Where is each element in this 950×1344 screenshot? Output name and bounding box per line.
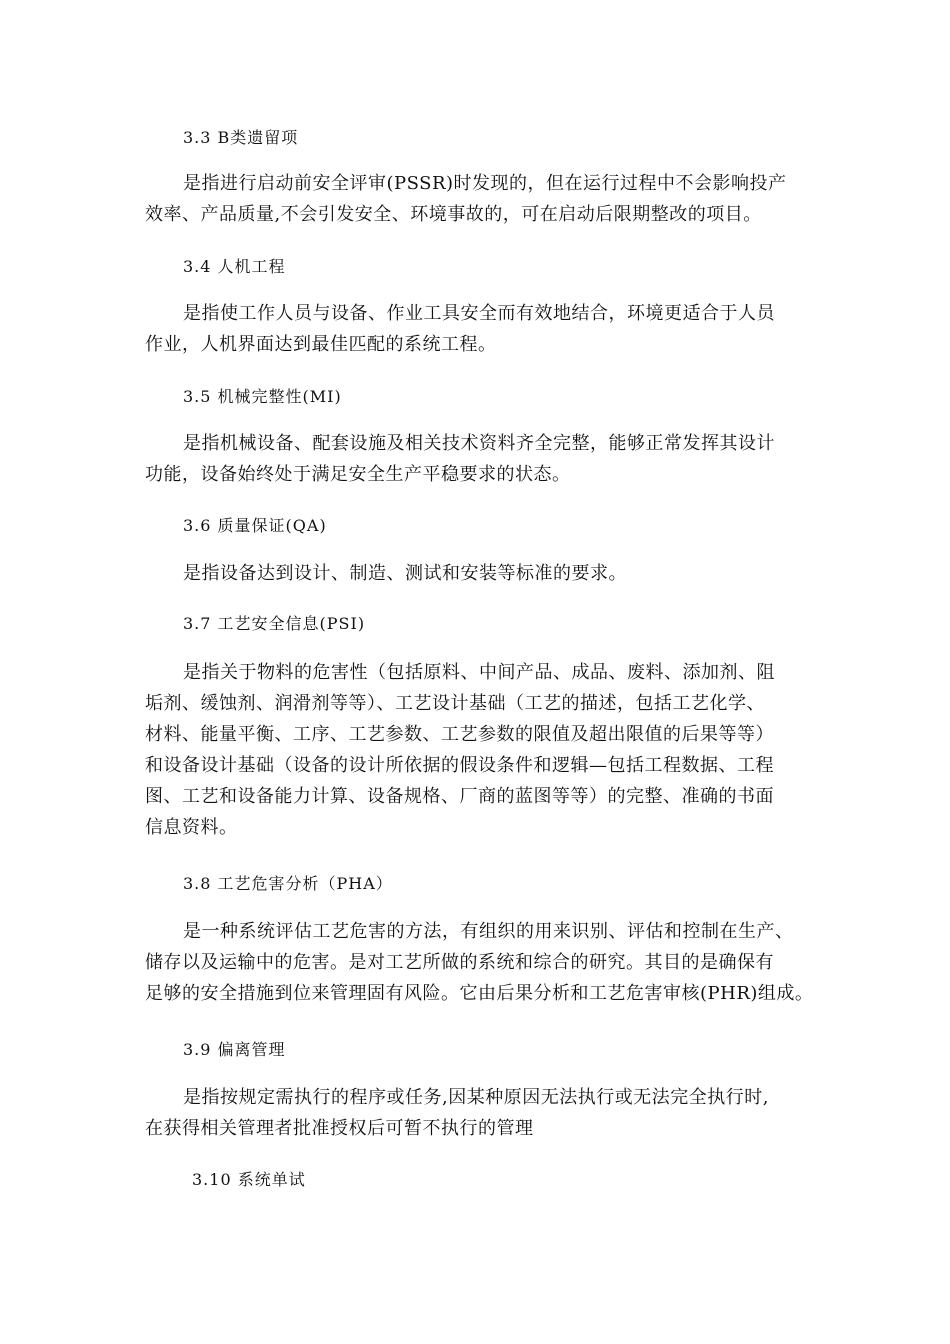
section-body-3-9: [145, 1082, 825, 1144]
body-line: 是指使工作人员与设备、作业工具安全而有效地结合，环境更适合于人员: [183, 303, 775, 324]
body-line: 信息资料。: [145, 817, 238, 838]
body-line: 是指按规定需执行的程序或任务,因某种原因无法执行或无法完全执行时,: [183, 1087, 769, 1108]
body-line: 足够的安全措施到位来管理固有风险。它由后果分析和工艺危害审核(PHR)组成。: [145, 983, 814, 1004]
body-line: 是指关于物料的危害性（包括原料、中间产品、成品、废料、添加剂、阻: [183, 662, 775, 683]
section-body-3-4: [145, 298, 825, 360]
body-line: 是指进行启动前安全评审(PSSR)时发现的，但在运行过程中不会影响投产: [183, 173, 787, 194]
body-line: 作业，人机界面达到最佳匹配的系统工程。: [145, 334, 497, 355]
section-body-3-8: [145, 916, 825, 1009]
section-heading-3-7: 3.7 工艺安全信息(PSI): [183, 614, 366, 633]
section-heading-3-9: 3.9 偏离管理: [183, 1040, 286, 1059]
section-heading-3-6: 3.6 质量保证(QA): [183, 516, 327, 535]
body-line: 材料、能量平衡、工序、工艺参数、工艺参数的限值及超出限值的后果等等）: [145, 724, 774, 745]
body-line: 效率、产品质量,不会引发安全、环境事故的，可在启动后限期整改的项目。: [145, 204, 762, 225]
section-heading-3-8: 3.8 工艺危害分析（PHA）: [183, 874, 393, 893]
section-heading-3-5: 3.5 机械完整性(MI): [183, 387, 342, 406]
body-line: 是一种系统评估工艺危害的方法，有组织的用来识别、评估和控制在生产、: [183, 921, 794, 942]
section-body-3-3: [145, 168, 825, 230]
section-body-3-6: [145, 558, 825, 589]
section-body-3-5: [145, 428, 825, 490]
body-line: 是指机械设备、配套设施及相关技术资料齐全完整，能够正常发挥其设计: [183, 433, 775, 454]
section-heading-3-3: 3.3 B类遗留项: [183, 128, 299, 147]
body-line: 在获得相关管理者批准授权后可暂不执行的管理: [145, 1118, 534, 1139]
section-heading-3-10: 3.10 系统单试: [192, 1170, 306, 1189]
body-line: 是指设备达到设计、制造、测试和安装等标准的要求。: [183, 563, 627, 584]
body-line: 和设备设计基础（设备的设计所依据的假设条件和逻辑—包括工程数据、工程: [145, 755, 774, 776]
section-body-3-7: [145, 657, 825, 843]
body-line: 储存以及运输中的危害。是对工艺所做的系统和综合的研究。其目的是确保有: [145, 952, 774, 973]
body-line: 图、工艺和设备能力计算、设备规格、厂商的蓝图等等）的完整、准确的书面: [145, 786, 774, 807]
body-line: 垢剂、缓蚀剂、润滑剂等等）、工艺设计基础（工艺的描述，包括工艺化学、: [145, 693, 765, 714]
section-heading-3-4: 3.4 人机工程: [183, 257, 286, 276]
body-line: 功能，设备始终处于满足安全生产平稳要求的状态。: [145, 464, 571, 485]
